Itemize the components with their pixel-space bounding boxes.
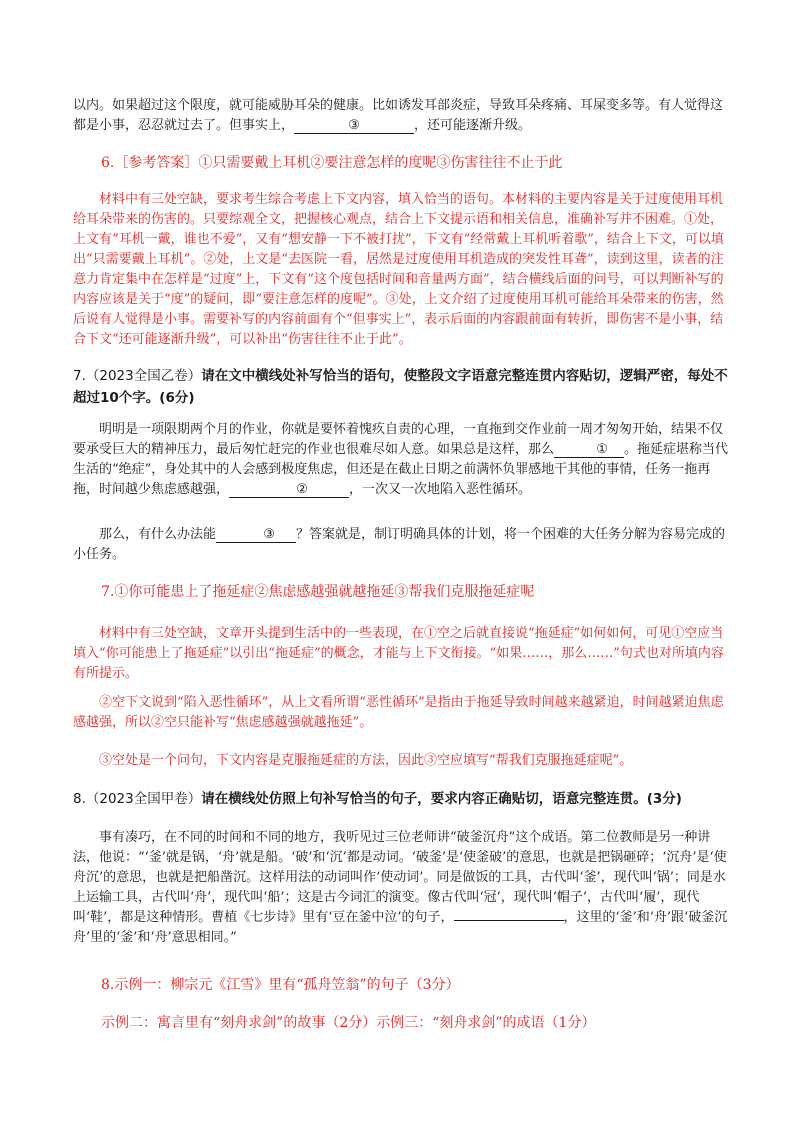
- answer-6: 6.［参考答案］①只需要戴上耳机②要注意怎样的度呢③伤害往往不止于此: [101, 155, 563, 171]
- blank-3: ③: [294, 118, 414, 134]
- question-8-stem: 8.（2023全国甲卷）请在横线处仿照上句补写恰当的句子，要求内容正确贴切，语意完整连贯。(3分): [73, 791, 682, 807]
- blank-1: ①: [554, 442, 624, 458]
- analysis-7-part-2: ②空下文说到“陷入恶性循环”，从上文看所谓“恶性循环”是指由于拖延导致时间越来越紧迫，时间越紧迫焦虑感越强，所以②空只能补写“焦虑感越强就越拖延”。: [73, 695, 724, 730]
- analysis-6: 材料中有三处空缺，要求考生综合考虑上下文内容，填入恰当的语句。本材料的主要内容是关于过度使用耳机给耳朵带来的伤害的。只要综观全文，把握核心观点，结合上下文提示语和相关信息，准确补写并不困难。①处，上文有“耳机一戴，谁也不爱”，又有“想安静一下不被打扰”，下文有“经常戴上耳机听着歌”，结合上下文，可以填出“只需要戴上耳机”。②处，上文是“去医院一看，居然是过度使用耳机造成的突发性耳聋”，读到这里，读者的注意力肯定集中在怎样是“过度”上，下文有“这个度包括时间和音量两方面”，结合横线后面的问号，可以判断补写的内容应该是关于“度”的疑问，即“要注意怎样的度呢”。③处，上文介绍了过度使用耳机可能给耳朵带来的伤害，然后说有人觉得是小事。需要补写的内容前面有个“但事实上”，表示后面的内容跟前面有转折，即伤害不是小事，结合下文“还可能逐渐升级”，可以补出“伤害往往不止于此”。: [73, 192, 724, 347]
- question-8-number: 8.（2023全国甲卷）: [73, 791, 202, 807]
- answer-7: 7.①你可能患上了拖延症②焦虑感越强就越拖延③帮我们克服拖延症呢: [101, 584, 535, 600]
- question-7-passage-1: 明明是一项限期两个月的作业，你就是要怀着愧疚自责的心理，一直拖到交作业前一周才匆匆开始，结果不仅要承受巨大的精神压力，最后匆忙赶完的作业也很难尽如人意。如果总是这样，那么 ① 。拖延症堪称当代生活的“绝症”，身处其中的人会感到极度焦虑，但还是在截止日期之前满怀负罪感地干其他的事情，任务一拖再拖，时间越少焦虑感越强， ② ，一次又一次地陷入恶性循环。: [73, 422, 729, 497]
- passage-tail: 以内。如果超过这个限度，就可能威胁耳朵的健康。比如诱发耳部炎症，导致耳朵疼痛、耳屎变多等。有人觉得这都是小事，忍忍就过去了。但事实上， ③ ，还可能逐渐升级。: [73, 98, 724, 133]
- blank-8: [454, 920, 564, 921]
- blank-2: ②: [229, 482, 349, 498]
- answer-8-examples: 示例二：寓言里有“刻舟求剑”的故事（2分）示例三：“刻舟求剑”的成语（1分）: [101, 1015, 596, 1031]
- analysis-7-part-3: ③空处是一个问句，下文内容是克服拖延症的方法，因此③空应填写“帮我们克服拖延症呢”。: [99, 753, 633, 768]
- blank-3b: ③: [216, 527, 296, 543]
- answer-8: 8.示例一：柳宗元《江雪》里有“孤舟笠翁”的句子（3分）: [101, 977, 460, 993]
- question-7-passage-2: 那么，有什么办法能 ③ ？答案就是，制订明确具体的计划，将一个困难的大任务分解为容易完成的小任务。: [73, 527, 726, 562]
- question-7-stem: 7.（2023全国乙卷）请在文中横线处补写恰当的语句，使整段文字语意完整连贯内容贴切，逻辑严密，每处不超过10个字。(6分): [73, 368, 728, 406]
- question-8-passage: 事有凑巧，在不同的时间和不同的地方，我听见过三位老师讲“破釜沉舟”这个成语。第二位教师是另一种讲法，他说：“‘釜’就是锅，‘舟’就是船。‘破’和‘沉’都是动词。‘破釜’是‘使釜破’的意思，也就是把锅砸碎；‘沉舟’是‘使舟沉’的意思，也就是把船凿沉。这样用法的动词叫作‘使动词’。同是做饭的工具，古代叫‘釜’，现代叫‘锅’；同是水上运输工具，古代叫‘舟’，现代叫‘船’；这是古今词汇的演变。像古代叫‘冠’，现代叫‘帽子’，古代叫‘履’，现代叫‘鞋’，都是这种情形。曹植《七步诗》里有‘豆在釜中泣’的句子， ，这里的‘釜’和‘舟’跟‘破釜沉舟’里的‘釜’和‘舟’意思相同。”: [73, 830, 728, 945]
- question-7-number: 7.（2023全国乙卷）: [73, 368, 202, 384]
- analysis-7-part-1: 材料中有三处空缺，文章开头提到生活中的一些表现，在①空之后就直接说“拖延症”如何如何，可见①空应当填入“你可能患上了拖延症”以引出“拖延症”的概念，才能与上下文衔接。“如果……，那么……”句式也对所填内容有所提示。: [73, 626, 724, 681]
